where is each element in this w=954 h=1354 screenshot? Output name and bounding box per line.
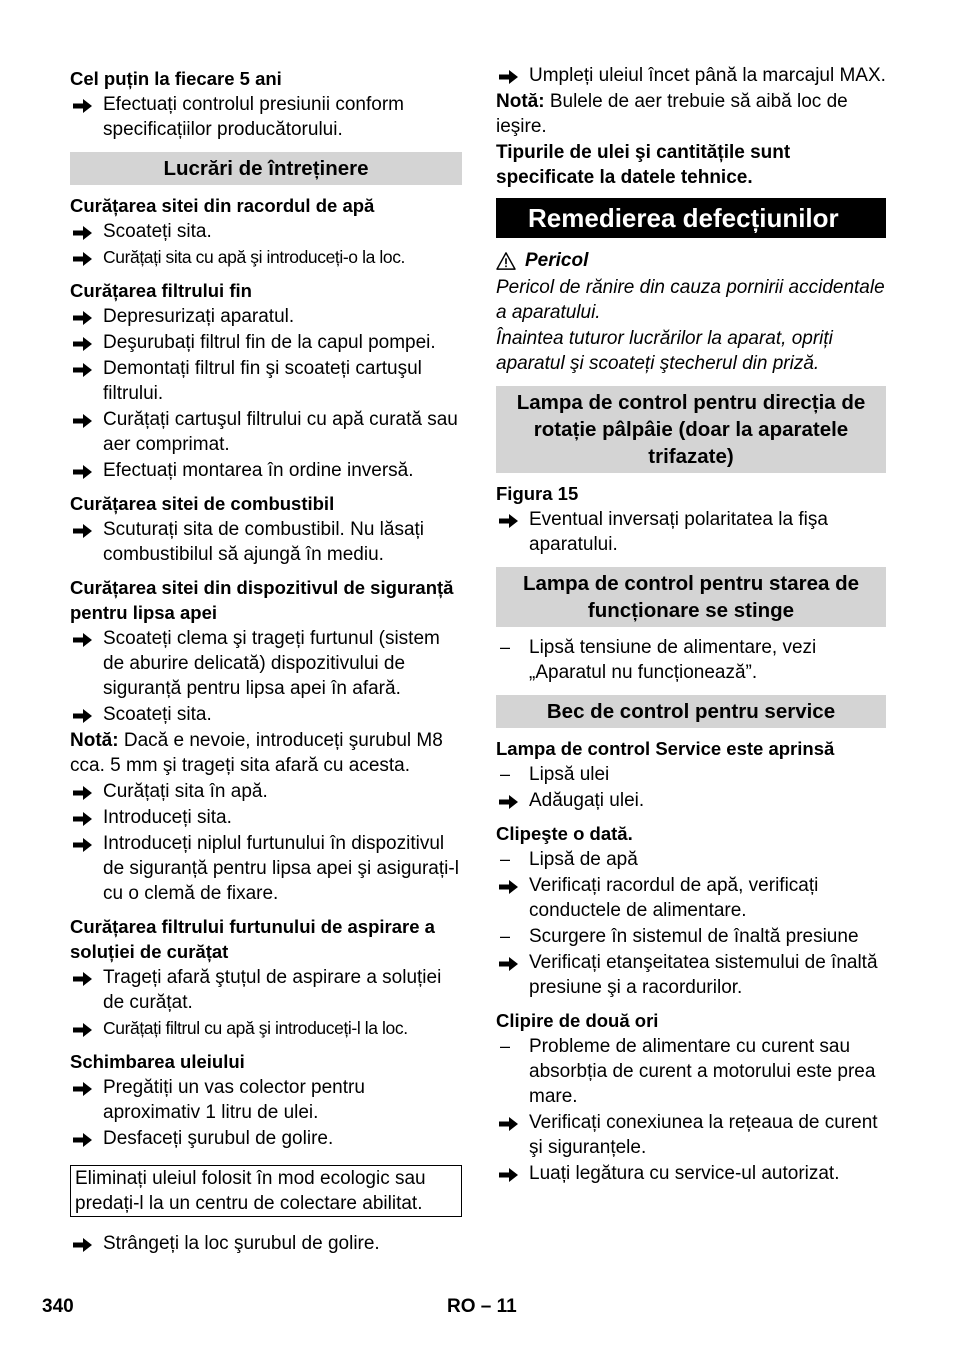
arrow-right-icon [499, 511, 519, 527]
arrow-list-item [70, 1016, 462, 1041]
section-subheading: Schimbarea uleiului [70, 1051, 245, 1072]
arrow-list-item [496, 1161, 886, 1186]
dash-icon: – [500, 926, 511, 946]
list-item-text: Verificați racordul de apă, verificați conductele de alimentare. [529, 875, 819, 921]
arrow-list-item [70, 458, 462, 483]
arrow-right-icon [499, 792, 519, 808]
section-heading-bar: Lampa de control pentru direcția de rotație pâlpâie (doar la aparatele trifazate) [496, 386, 886, 473]
chapter-heading: Remedierea defecțiunilor [496, 198, 886, 238]
arrow-list-item [70, 779, 462, 804]
warning-text: Pericol de rănire din cauza pornirii accidentale a aparatului. [496, 277, 885, 323]
arrow-right-icon [73, 1020, 93, 1036]
arrow-right-icon [73, 783, 93, 799]
note-text: Dacă e nevoie, introduceți şurubul M8 cca. 5 mm şi trageți sita afară cu acesta. [70, 730, 443, 776]
arrow-right-icon [73, 1235, 93, 1251]
warning-heading [496, 248, 886, 273]
arrow-right-icon [499, 1114, 519, 1130]
arrow-right-icon [73, 630, 93, 646]
arrow-list-item [70, 831, 462, 906]
arrow-right-icon [73, 969, 93, 985]
arrow-right-icon [73, 96, 93, 112]
dash-list-item [496, 762, 886, 787]
arrow-list-item [496, 873, 886, 923]
note-paragraph [70, 728, 462, 778]
section-subheading: Curățarea sitei de combustibil [70, 493, 335, 514]
list-item-text: Verificați etanşeitatea sistemului de înaltă presiune şi a racordurilor. [529, 952, 878, 998]
list-item-text: Introduceți niplul furtunului în dispozitivul de siguranță pentru lipsa apei şi asigurați-l cu o clemă de fixare. [103, 833, 459, 904]
list-item-text: Curățați cartuşul filtrului cu apă curată sau aer comprimat. [103, 409, 458, 455]
arrow-right-icon [73, 809, 93, 825]
language-page-label: RO – 11 [447, 1296, 517, 1317]
arrow-right-icon [73, 835, 93, 851]
section-subheading: Clipeşte o dată. [496, 823, 633, 844]
right-column [496, 62, 886, 1187]
arrow-list-item [70, 407, 462, 457]
list-item-text: Verificați conexiunea la rețeaua de curent şi siguranțele. [529, 1112, 878, 1158]
list-item-text: Scoateți clema şi trageți furtunul (sistem de aburire delicată) dispozitivului de siguranță pentru lipsa apei în afară. [103, 628, 440, 699]
list-item-text: Trageți afară ştuțul de aspirare a soluției de curățat. [103, 967, 442, 1013]
arrow-right-icon [499, 67, 519, 83]
warning-label: Pericol [525, 250, 589, 271]
list-item-text: Curățați sita cu apă şi introduceți-o la loc. [103, 247, 406, 267]
list-item-text: Adăugați ulei. [529, 790, 645, 811]
note-paragraph [496, 89, 886, 139]
note-label: Notă: [496, 91, 545, 112]
dash-list-item [496, 924, 886, 949]
environment-notice-box: Eliminați uleiul folosit în mod ecologic sau predați-l la un centru de colectare abilitat. [70, 1165, 462, 1217]
arrow-right-icon [73, 334, 93, 350]
arrow-list-item [496, 507, 886, 557]
list-item-text: Efectuați montarea în ordine inversă. [103, 460, 414, 481]
arrow-list-item [70, 626, 462, 701]
list-item-text: Lipsă tensiune de alimentare, vezi „Aparatul nu funcționează”. [529, 637, 817, 683]
arrow-right-icon [73, 1130, 93, 1146]
arrow-right-icon [499, 1165, 519, 1181]
arrow-list-item [70, 92, 462, 142]
dash-list-item [496, 847, 886, 872]
list-item-text: Umpleți uleiul încet până la marcajul MAX. [529, 65, 886, 86]
dash-icon: – [500, 1036, 511, 1056]
dash-list-item [496, 635, 886, 685]
arrow-list-item [70, 356, 462, 406]
arrow-right-icon [73, 521, 93, 537]
list-item-text: Scoateți sita. [103, 704, 212, 725]
list-item-text: Desfaceți şurubul de golire. [103, 1128, 334, 1149]
note-text: Bulele de aer trebuie să aibă loc de ieşire. [496, 91, 848, 137]
arrow-right-icon [73, 249, 93, 265]
list-item-text: Lipsă ulei [529, 764, 610, 785]
arrow-list-item [496, 1110, 886, 1160]
arrow-right-icon [73, 360, 93, 376]
list-item-text: Curățați filtrul cu apă şi introduceți-l la loc. [103, 1018, 408, 1038]
arrow-list-item [496, 950, 886, 1000]
list-item-text: Eventual inversați polaritatea la fişa aparatului. [529, 509, 828, 555]
warning-text: Înaintea tuturor lucrărilor la aparat, opriți aparatul şi scoateți ştecherul din priză. [496, 328, 833, 374]
arrow-right-icon [73, 411, 93, 427]
arrow-right-icon [499, 954, 519, 970]
section-subheading: Figura 15 [496, 483, 579, 504]
warning-triangle-icon [496, 252, 525, 270]
section-heading-bar: Lucrări de întreținere [70, 152, 462, 185]
list-item-text: Demontați filtrul fin şi scoateți cartuşul filtrului. [103, 358, 422, 404]
arrow-list-item [70, 245, 462, 270]
section-subheading: Cel puțin la fiecare 5 ani [70, 68, 282, 89]
bold-paragraph: Tipurile de ulei şi cantitățile sunt specificate la datele tehnice. [496, 142, 791, 188]
section-subheading: Curățarea sitei din dispozitivul de siguranță pentru lipsa apei [70, 577, 454, 623]
section-heading-bar: Bec de control pentru service [496, 695, 886, 728]
arrow-list-item [70, 702, 462, 727]
list-item-text: Lipsă de apă [529, 849, 638, 870]
arrow-list-item [496, 788, 886, 813]
list-item-text: Depresurizați aparatul. [103, 306, 295, 327]
dash-icon: – [500, 764, 511, 784]
arrow-list-item [70, 805, 462, 830]
dash-list-item [496, 1034, 886, 1109]
arrow-list-item [70, 1231, 462, 1256]
list-item-text: Deşurubați filtrul fin de la capul pompei. [103, 332, 436, 353]
arrow-list-item [70, 1075, 462, 1125]
section-subheading: Curățarea sitei din racordul de apă [70, 195, 375, 216]
section-subheading: Curățarea filtrului fin [70, 280, 252, 301]
arrow-list-item [70, 219, 462, 244]
arrow-list-item [70, 304, 462, 329]
arrow-list-item [70, 517, 462, 567]
section-subheading: Lampa de control Service este aprinsă [496, 738, 835, 759]
list-item-text: Scoateți sita. [103, 221, 212, 242]
list-item-text: Scurgere în sistemul de înaltă presiune [529, 926, 859, 947]
arrow-right-icon [499, 877, 519, 893]
list-item-text: Curățați sita în apă. [103, 781, 268, 802]
section-subheading: Clipire de două ori [496, 1010, 659, 1031]
arrow-list-item [496, 63, 886, 88]
page-number: 340 [42, 1296, 74, 1317]
arrow-right-icon [73, 706, 93, 722]
dash-icon: – [500, 637, 511, 657]
list-item-text: Introduceți sita. [103, 807, 232, 828]
section-subheading: Curățarea filtrului furtunului de aspirare a soluției de curățat [70, 916, 435, 962]
arrow-list-item [70, 330, 462, 355]
note-label: Notă: [70, 730, 119, 751]
list-item-text: Efectuați controlul presiunii conform specificațiilor producătorului. [103, 94, 404, 140]
arrow-right-icon [73, 308, 93, 324]
arrow-list-item [70, 965, 462, 1015]
list-item-text: Strângeți la loc şurubul de golire. [103, 1233, 380, 1254]
arrow-right-icon [73, 223, 93, 239]
list-item-text: Probleme de alimentare cu curent sau absorbția de curent a motorului este prea mare. [529, 1036, 876, 1107]
arrow-right-icon [73, 1079, 93, 1095]
arrow-list-item [70, 1126, 462, 1151]
list-item-text: Pregătiți un vas colector pentru aproximativ 1 litru de ulei. [103, 1077, 365, 1123]
arrow-right-icon [73, 462, 93, 478]
list-item-text: Luați legătura cu service-ul autorizat. [529, 1163, 840, 1184]
left-column [70, 62, 462, 1257]
dash-icon: – [500, 849, 511, 869]
list-item-text: Scuturați sita de combustibil. Nu lăsați combustibilul să ajungă în mediu. [103, 519, 425, 565]
section-heading-bar: Lampa de control pentru starea de funcționare se stinge [496, 567, 886, 627]
